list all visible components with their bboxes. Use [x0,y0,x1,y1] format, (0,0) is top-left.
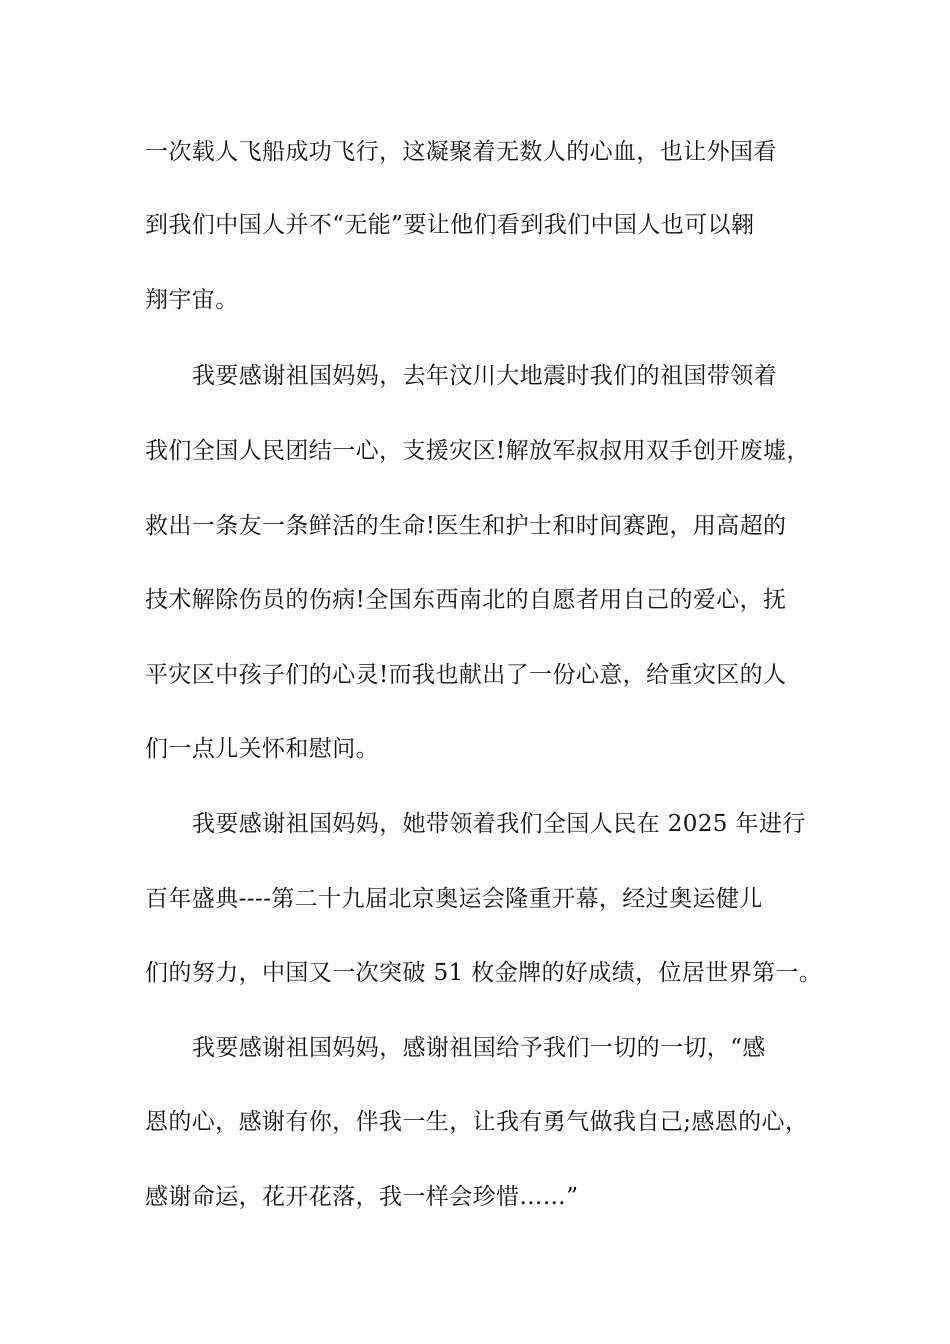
paragraph-first-line: 我要感谢祖国妈妈，感谢祖国给予我们一切的一切，“感 [192,1035,766,1061]
text-line: 我们全国人民团结一心，支援灾区!解放军叔叔用双手创开废墟， [145,438,810,464]
text-line: 平灾区中孩子们的心灵!而我也献出了一份心意，给重灾区的人 [145,662,787,688]
text-line: 救出一条友一条鲜活的生命!医生和护士和时间赛跑，用高超的 [145,513,787,539]
text-line: 一次载人飞船成功飞行，这凝聚着无数人的心血，也让外国看 [145,139,777,165]
paragraph-first-line: 我要感谢祖国妈妈，去年汶川大地震时我们的祖国带领着 [192,363,777,389]
text-line: 翔宇宙。 [145,287,239,313]
text-line: 恩的心，感谢有你，伴我一生，让我有勇气做我自己;感恩的心， [145,1109,809,1135]
text-line: 们的努力，中国又一次突破 51 枚金牌的好成绩，位居世界第一。 [145,960,823,986]
text-line: 们一点儿关怀和慰问。 [145,736,379,762]
text-line: 感谢命运，花开花落，我一样会珍惜……” [145,1184,579,1210]
text-line: 到我们中国人并不“无能”要让他们看到我们中国人也可以翱 [145,212,755,238]
text-line: 技术解除伤员的伤病!全国东西南北的自愿者用自己的爱心，抚 [145,587,787,613]
text-line: 百年盛典----第二十九届北京奥运会隆重开幕，经过奥运健儿 [145,886,763,912]
paragraph-first-line: 我要感谢祖国妈妈，她带领着我们全国人民在 2025 年进行 [192,811,806,837]
